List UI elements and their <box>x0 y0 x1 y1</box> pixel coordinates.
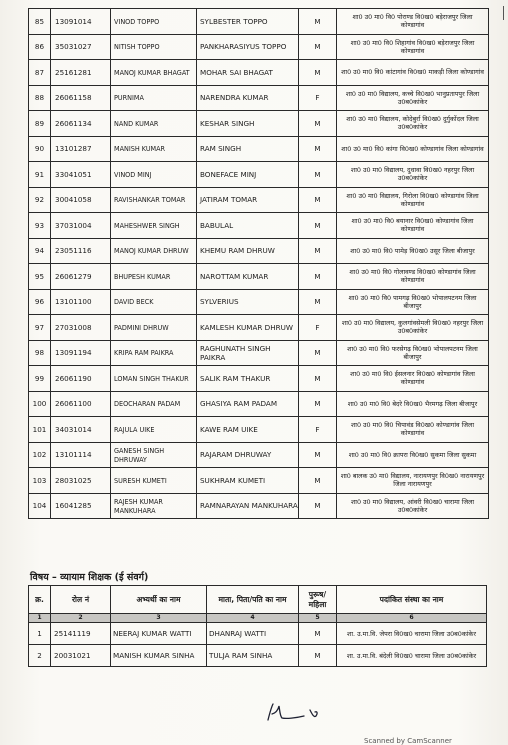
roll-number-cell: 26061134 <box>51 111 111 137</box>
parent-name-cell: TULJA RAM SINHA <box>207 645 299 667</box>
serial-number-cell: 104 <box>29 493 51 519</box>
gender-cell: M <box>299 162 337 188</box>
posted-institution-cell: शा0 उ0 मा0 वि0 चिपावंड वि0ख0 कोण्डागांव जिला कोण्डागांव <box>337 417 489 443</box>
posted-institution-cell: शा0 उ0 मा0 वि0 बयानार वि0ख0 कोण्डागांव जिला कोण्डागांव <box>337 213 489 239</box>
column-number: 6 <box>337 614 487 623</box>
gender-cell: M <box>299 623 337 645</box>
serial-number-cell: 92 <box>29 187 51 213</box>
gender-cell: M <box>299 187 337 213</box>
posted-institution-cell: शा0 उ0 मा0 विद्यालय, दुधावा वि0ख0 नहरपुर जिला उ0ब0कांकेर <box>337 162 489 188</box>
table-row <box>29 34 489 60</box>
parent-name-cell: RAM SINGH <box>197 136 299 162</box>
header-candidate-name: अभ्यर्थी का नाम <box>111 586 207 614</box>
serial-number-cell: 87 <box>29 60 51 86</box>
candidate-name-cell: DAVID BECK <box>111 289 197 315</box>
serial-number-cell: 93 <box>29 213 51 239</box>
header-gender: पुरूष/महिला <box>299 586 337 614</box>
table-header-row <box>29 586 487 614</box>
posted-institution-cell: शा0 उ0 मा0 विद्यालय, कच्चे वि0ख0 भानुप्रतापपुर जिला उ0ब0कांकेर <box>337 85 489 111</box>
table-row <box>29 111 489 137</box>
gender-cell: M <box>299 493 337 519</box>
candidate-name-cell: MANOJ KUMAR BHAGAT <box>111 60 197 86</box>
gender-cell: M <box>299 9 337 35</box>
header-parent-name: माता, पिता/पति का नाम <box>207 586 299 614</box>
gender-cell: M <box>299 264 337 290</box>
parent-name-cell: NAROTTAM KUMAR <box>197 264 299 290</box>
column-number: 4 <box>207 614 299 623</box>
column-number: 2 <box>51 614 111 623</box>
gender-cell: M <box>299 238 337 264</box>
gender-cell: M <box>299 213 337 239</box>
gender-cell: M <box>299 111 337 137</box>
posted-institution-cell: शा0 उ0 मा0 विद्यालय, आंवरी वि0ख0 चारामा जिला उ0ब0कांकेर <box>337 493 489 519</box>
table-row <box>29 623 487 645</box>
gender-cell: M <box>299 34 337 60</box>
parent-name-cell: GHASIYA RAM PADAM <box>197 391 299 417</box>
posted-institution-cell: शा0 उ0 मा0 विद्यालय, गिरोला वि0ख0 कोण्डागांव जिला कोण्डागांव <box>337 187 489 213</box>
table-row <box>29 136 489 162</box>
parent-name-cell: BABULAL <box>197 213 299 239</box>
serial-number-cell: 102 <box>29 442 51 468</box>
roll-number-cell: 23051116 <box>51 238 111 264</box>
serial-number-cell: 99 <box>29 366 51 392</box>
gender-cell: M <box>299 468 337 494</box>
table-row <box>29 60 489 86</box>
roll-number-cell: 13091014 <box>51 9 111 35</box>
serial-number-cell: 85 <box>29 9 51 35</box>
parent-name-cell: NARENDRA KUMAR <box>197 85 299 111</box>
parent-name-cell: MOHAR SAI BHAGAT <box>197 60 299 86</box>
roll-number-cell: 34031014 <box>51 417 111 443</box>
candidate-name-cell: KRIPA RAM PAIKRA <box>111 340 197 366</box>
serial-number-cell: 97 <box>29 315 51 341</box>
roll-number-cell: 16041285 <box>51 493 111 519</box>
serial-number-cell: 95 <box>29 264 51 290</box>
parent-name-cell: KESHAR SINGH <box>197 111 299 137</box>
posted-institution-cell: शा0 उ0 मा0 विद्यालय, कोदेबुर्रा वि0ख0 दुर्गुकोंदल जिला उ0ब0कांकेर <box>337 111 489 137</box>
roll-number-cell: 13091194 <box>51 340 111 366</box>
serial-number-cell: 90 <box>29 136 51 162</box>
posted-institution-cell: शा0 उ0 मा0 वि0 शिहागांव वि0ख0 बड़ेराजपुर जिला कोण्डागांव <box>337 34 489 60</box>
candidate-name-cell: NAND KUMAR <box>111 111 197 137</box>
scanner-footer-note: Scanned by CamScanner <box>364 737 452 745</box>
gender-cell: F <box>299 417 337 443</box>
parent-name-cell: KAMLESH KUMAR DHRUW <box>197 315 299 341</box>
serial-number-cell: 101 <box>29 417 51 443</box>
candidate-table-body <box>29 9 489 519</box>
serial-number-cell: 100 <box>29 391 51 417</box>
posted-institution-cell: शा0 उ0 मा0 वि0 गोलावण्ड वि0ख0 कोण्डागांव जिला कोण्डागांव <box>337 264 489 290</box>
column-number: 3 <box>111 614 207 623</box>
roll-number-cell: 25141119 <box>51 623 111 645</box>
table-row <box>29 9 489 35</box>
serial-number-cell: 89 <box>29 111 51 137</box>
page-edge-mark <box>503 6 504 20</box>
table-row <box>29 238 489 264</box>
parent-name-cell: PANKHARASIYUS TOPPO <box>197 34 299 60</box>
parent-name-cell: RAGHUNATH SINGH PAIKRA <box>197 340 299 366</box>
roll-number-cell: 26061158 <box>51 85 111 111</box>
column-number: 5 <box>299 614 337 623</box>
roll-number-cell: 13101287 <box>51 136 111 162</box>
table-row <box>29 391 489 417</box>
candidate-name-cell: DEOCHARAN PADAM <box>111 391 197 417</box>
table-row <box>29 289 489 315</box>
posted-institution-cell: शा0 उ0 मा0 वि0 क्रापरा वि0ख0 सुकमा जिला सुकमा <box>337 442 489 468</box>
serial-number-cell: 94 <box>29 238 51 264</box>
candidate-name-cell: VINOD MINJ <box>111 162 197 188</box>
posted-institution-cell: शा. उ.मा.वि. बंदेली वि0ख0 चारामा जिला उ0ब0कांकेर <box>337 645 487 667</box>
gender-cell: F <box>299 85 337 111</box>
candidate-name-cell: PURNIMA <box>111 85 197 111</box>
table-row <box>29 315 489 341</box>
parent-name-cell: SYLVERIUS <box>197 289 299 315</box>
candidate-name-cell: MANOJ KUMAR DHRUW <box>111 238 197 264</box>
parent-name-cell: RAJARAM DHRUWAY <box>197 442 299 468</box>
table-row <box>29 162 489 188</box>
posted-institution-cell: शा0 उ0 मा0 वि0 फरसेगढ़ वि0ख0 भोपालपटनम जिला बीजापुर <box>337 340 489 366</box>
header-serial: क्र. <box>29 586 51 614</box>
table-row <box>29 442 489 468</box>
signature-mark <box>262 700 332 726</box>
candidate-name-cell: PADMINI DHRUW <box>111 315 197 341</box>
column-number-row <box>29 614 487 623</box>
serial-number-cell: 1 <box>29 623 51 645</box>
posted-institution-cell: शा0 उ0 मा0 वि0 बेदरे वि0ख0 भैरमगढ़ जिला बीजापुर <box>337 391 489 417</box>
gender-cell: M <box>299 340 337 366</box>
table-row <box>29 417 489 443</box>
table-row <box>29 85 489 111</box>
candidate-name-cell: SURESH KUMETI <box>111 468 197 494</box>
roll-number-cell: 27031008 <box>51 315 111 341</box>
table-row <box>29 340 489 366</box>
table-row <box>29 366 489 392</box>
roll-number-cell: 28031025 <box>51 468 111 494</box>
candidate-name-cell: VINOD TOPPO <box>111 9 197 35</box>
gender-cell: M <box>299 442 337 468</box>
roll-number-cell: 20031021 <box>51 645 111 667</box>
candidate-table <box>28 8 489 519</box>
roll-number-cell: 26061279 <box>51 264 111 290</box>
serial-number-cell: 103 <box>29 468 51 494</box>
parent-name-cell: SUKHRAM KUMETI <box>197 468 299 494</box>
gender-cell: F <box>299 315 337 341</box>
parent-name-cell: BONEFACE MINJ <box>197 162 299 188</box>
parent-name-cell: SYLBESTER TOPPO <box>197 9 299 35</box>
candidate-name-cell: BHUPESH KUMAR <box>111 264 197 290</box>
posted-institution-cell: शा0 उ0 मा0 वि0 ईसलनार वि0ख0 कोण्डागांव जिला कोण्डागांव <box>337 366 489 392</box>
table-row <box>29 213 489 239</box>
roll-number-cell: 33041051 <box>51 162 111 188</box>
posted-institution-cell: शा0 उ0 मा0 वि0 कांगा वि0ख0 कोण्डागांव जिला कोण्डागांव <box>337 136 489 162</box>
candidate-name-cell: RAVISHANKAR TOMAR <box>111 187 197 213</box>
candidate-name-cell: RAJULA UIKE <box>111 417 197 443</box>
serial-number-cell: 88 <box>29 85 51 111</box>
roll-number-cell: 30041058 <box>51 187 111 213</box>
column-number: 1 <box>29 614 51 623</box>
serial-number-cell: 86 <box>29 34 51 60</box>
posted-institution-cell: शा0 बालक उ0 मा0 विद्यालय, नारायणपुर वि0ख0 नारायणपुर जिला नारायणपुर <box>337 468 489 494</box>
table-row <box>29 645 487 667</box>
serial-number-cell: 2 <box>29 645 51 667</box>
table-row <box>29 187 489 213</box>
gender-cell: M <box>299 60 337 86</box>
gender-cell: M <box>299 645 337 667</box>
parent-name-cell: JATIRAM TOMAR <box>197 187 299 213</box>
candidate-name-cell: LOMAN SINGH THAKUR <box>111 366 197 392</box>
posted-institution-cell: शा0 उ0 मा0 विद्यालय, कुलगांवसेमली वि0ख0 नहरपुर जिला उ0ब0कांकेर <box>337 315 489 341</box>
table-row <box>29 493 489 519</box>
serial-number-cell: 91 <box>29 162 51 188</box>
gender-cell: M <box>299 391 337 417</box>
serial-number-cell: 96 <box>29 289 51 315</box>
parent-name-cell: RAMNARAYAN MANKUHARA <box>197 493 299 519</box>
candidate-name-cell: MAHESHWER SINGH <box>111 213 197 239</box>
serial-number-cell: 98 <box>29 340 51 366</box>
physical-teacher-table <box>28 585 487 667</box>
candidate-name-cell: RAJESH KUMAR MANKUHARA <box>111 493 197 519</box>
subject-heading: विषय – व्यायाम शिक्षक (ई संवर्ग) <box>30 572 149 583</box>
candidate-name-cell: NEERAJ KUMAR WATTI <box>111 623 207 645</box>
parent-name-cell: KHEMU RAM DHRUW <box>197 238 299 264</box>
posted-institution-cell: शा0 उ0 मा0 वि0 पामेड़ वि0ख0 उसूर जिला बीजापुर <box>337 238 489 264</box>
physical-teacher-table-body <box>29 623 487 667</box>
roll-number-cell: 13101100 <box>51 289 111 315</box>
candidate-name-cell: MANISH KUMAR SINHA <box>111 645 207 667</box>
header-roll-number: रोल नं <box>51 586 111 614</box>
candidate-name-cell: MANISH KUMAR <box>111 136 197 162</box>
parent-name-cell: DHANRAJ WATTI <box>207 623 299 645</box>
header-posted-institution: पदांकित संस्था का नाम <box>337 586 487 614</box>
candidate-name-cell: GANESH SINGH DHRUWAY <box>111 442 197 468</box>
posted-institution-cell: शा0 उ0 मा0 वि0 कांटागांव वि0ख0 माकड़ी जिला कोण्डागांव <box>337 60 489 86</box>
roll-number-cell: 26061190 <box>51 366 111 392</box>
parent-name-cell: SALIK RAM THAKUR <box>197 366 299 392</box>
posted-institution-cell: शा0 उ0 मा0 वि0 पोराण्ड वि0ख0 बड़ेराजपुर जिला कोण्डागांव <box>337 9 489 35</box>
roll-number-cell: 25161281 <box>51 60 111 86</box>
posted-institution-cell: शा0 उ0 मा0 वि0 पामगढ़ वि0ख0 भोपालपटनम जिला बीजापुर <box>337 289 489 315</box>
table-row <box>29 264 489 290</box>
roll-number-cell: 35031027 <box>51 34 111 60</box>
parent-name-cell: KAWE RAM UIKE <box>197 417 299 443</box>
posted-institution-cell: शा. उ.मा.वि. जेपरा वि0ख0 चारामा जिला उ0ब0कांकेर <box>337 623 487 645</box>
roll-number-cell: 13101114 <box>51 442 111 468</box>
roll-number-cell: 37031004 <box>51 213 111 239</box>
candidate-name-cell: NITISH TOPPO <box>111 34 197 60</box>
gender-cell: M <box>299 289 337 315</box>
gender-cell: M <box>299 366 337 392</box>
table-row <box>29 468 489 494</box>
gender-cell: M <box>299 136 337 162</box>
roll-number-cell: 26061100 <box>51 391 111 417</box>
